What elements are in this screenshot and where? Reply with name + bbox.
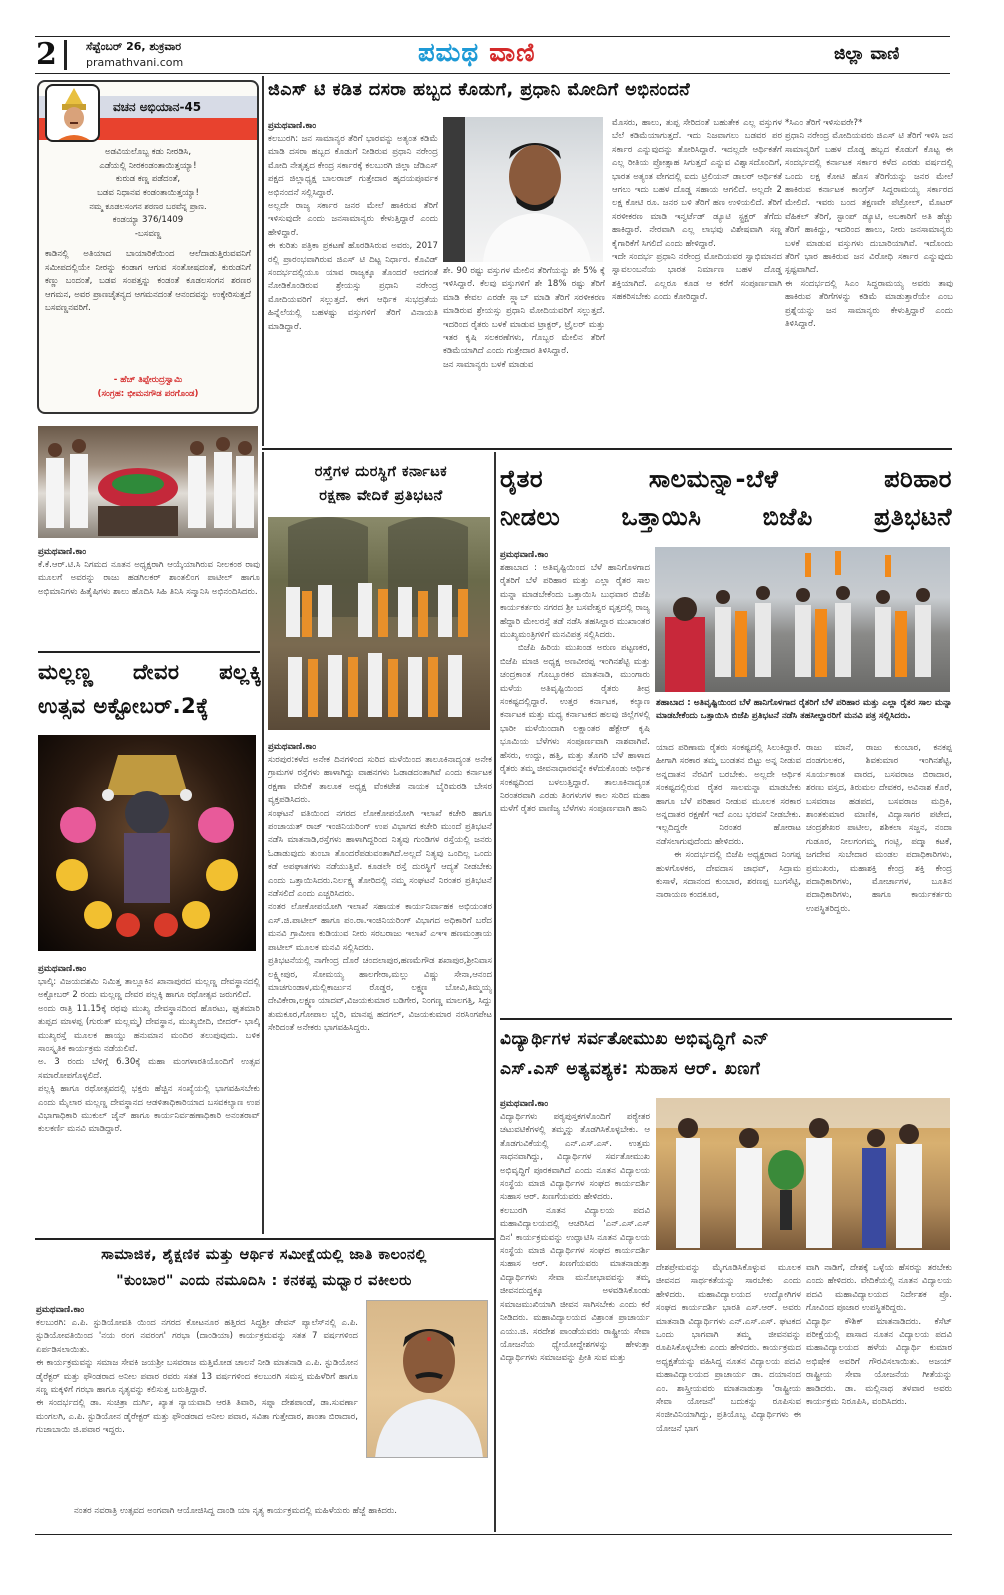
nss-col-3 xyxy=(806,1262,952,1532)
paragraph: ಪ್ರತಿಭಟನೆಯಲ್ಲಿ ನಾಗೇಂದ್ರ ದೊರೆ ಚಂದಲಾಪುರ,ಹಣಮೆಗೌಡ ಶಖಾಪುರ,ಶ್ರೀನಿವಾಸ ಲಕ್ಷ್ಮೀಪುರ, ಸೋಮಯ್ಯ ಹಾಲಗೇರಾ,ಮಲ್ಲು ವಿಷ್ಣು ಸೇನಾ,ಆನಂದ ಮಾಚಗುಂಡಾಳ,ಮಲ್ಲಿಕಾರ್ಜುನ ರೊಡ್ಡರ, ಲಕ್ಷ್ಮಣ ಬೋವಿ,ತಿಮ್ಮಯ್ಯ ದೇವಿಕೇರಾ,ಲಕ್ಷ್ಮಣ ಯಾದವ್,ವಿಜಯಕುಮಾರ ಬಡಿಗೇರ, ನಿಂಗಣ್ಣ ಮಾಲಗತ್ತಿ, ಸಿದ್ದು ತುಮಕೂರ,ಗೋಪಾಲ ಭೈರಿ, ಮಾನಪ್ಪ ಹದಗಲ್, ವಿಜಯಕುಮಾರ ನರಸಿಂಗಪೇಟ ಸೇರಿದಂತೆ ಅನೇಕರು ಭಾಗವಹಿಸಿದ್ದರು. xyxy=(268,956,492,1034)
verse-line: ಬಡವ ನಿಧಾನವ ಕಂಡಂತಾಯಿತ್ತಯ್ಯಾ! xyxy=(97,187,199,198)
paragraph: ಸುರಪುರ:ಕಳೆದ ಅನೇಕ ದಿನಗಳಿಂದ ಸುರಿದ ಮಳೆಯಿಂದ ತಾಲೂಕಿನಾದ್ಯಂತ ಅನೇಕ ಗ್ರಾಮಗಳ ರಸ್ತೆಗಳು ಹಾಳಾಗಿದ್ದು ವಾಹನಗಳು ಓಡಾಡದಂತಾಗಿವೆ ಎಂದು ಕರ್ನಾಟಕ ರಕ್ಷಣಾ ವೇದಿಕೆ ತಾಲೂಕ ಅಧ್ಯಕ್ಷ ವೆಂಕಟೇಶ ನಾಯಕ ಬೈರಿಮರಡಿ ಬೇಸರ ವ್ಯಕ್ತಪಡಿಸಿದರು. xyxy=(268,755,492,806)
person-photo-icon xyxy=(443,117,603,262)
gst-leader-photo xyxy=(443,117,603,262)
mallanna-headline xyxy=(38,655,262,723)
gst-col-1 xyxy=(268,133,438,443)
issue-date: ಸೆಪ್ಟೆಂಬರ್ 26, ಶುಕ್ರವಾರ xyxy=(86,40,182,53)
paragraph: ಕಲಬುರಗಿ ನೂತನ ವಿದ್ಯಾಲಯ ಪದವಿ ಮಹಾವಿದ್ಯಾಲಯದಲ್ಲಿ ಆಚರಿಸಿದ 'ಎನ್.ಎಸ್.ಎಸ್ ದಿನ' ಕಾರ್ಯಕ್ರಮವನ್ನು ಉದ್ಘಾಟಿಸಿ ನೂತನ ವಿದ್ಯಾಲಯ ಸಂಸ್ಥೆಯ ಮಾಜಿ ವಿದ್ಯಾರ್ಥಿಗಳ ಸಂಘದ ಕಾರ್ಯದರ್ಶಿ ಸುಹಾಸ ಆರ್. ಖಣಗೆಯವರು ಮಾತನಾಡುತ್ತಾ ವಿದ್ಯಾರ್ಥಿಗಳು ಸೇವಾ ಮನೋಭಾವವನ್ನು ತಮ್ಮ ಜೀವನದುದ್ದಕ್ಕೂ ಅಳವಡಿಸಿಕೊಂಡು ಸಮಾಜಮುಖಿಯಾಗಿ ಜೀವನ ಸಾಗಿಸಬೇಕು ಎಂದು ಕರೆ ನೀಡಿದರು. ಮಹಾವಿದ್ಯಾಲಯದ ವಿಶ್ರಾಂತ ಪ್ರಾಚಾರ್ಯ ಎಯು.ಜಿ. ಸರದೇಶ ಪಾಂಡೆಯವರು ರಾಷ್ಟ್ರೀಯ ಸೇವಾ ಯೋಜನೆಯ ಧ್ಯೇಯೋದ್ದೇಶಗಳನ್ನು ಹೇಳುತ್ತಾ ವಿದ್ಯಾರ್ಥಿಗಳು ಸಮಾಜವನ್ನು ಪ್ರೀತಿ ಸುವ ಮತ್ತು xyxy=(500,1205,650,1364)
basavanna-portrait xyxy=(45,84,100,142)
website: pramathvani.com xyxy=(86,56,184,69)
kumbara-headline xyxy=(36,1242,492,1294)
paragraph: ಬಿಜೆಪಿ ಹಿರಿಯ ಮುಖಂಡ ಅರುಣ ಪಟ್ಟಣಕರ, ಬಿಜೆಪಿ ಮಾಜಿ ಅಧ್ಯಕ್ಷ ಅಣವೀರಪ್ಪ ಇಂಗಿನಶೆಟ್ಟಿ ಮತ್ತು ಚಂದ್ರಕಾಂತ ಗೊಬ್ಬೂರಕರ ಮಾತನಾಡಿ, ಮುಂಗಾರು ಮಳೆಯ ಅತಿವೃಷ್ಟಿಯಿಂದ ರೈತರು ತೀವ್ರ ಸಂಕಷ್ಟದಲ್ಲಿದ್ದಾರೆ. ಉತ್ತರ ಕರ್ನಾಟಕ, ಕಲ್ಯಾಣ ಕರ್ನಾಟಕ ಮತ್ತು ಮಧ್ಯ ಕರ್ನಾಟಕದ ಹಲವು ಜಿಲ್ಲೆಗಳಲ್ಲಿ ಭಾರೀ ಮಳೆಯಿಂದಾಗಿ ಲಕ್ಷಾಂತರ ಹೆಕ್ಟೇರ್ ಕೃಷಿ ಭೂಮಿಯ ಬೆಳೆಗಳು ಸಂಪೂರ್ಣವಾಗಿ ನಾಶವಾಗಿವೆ. ಹೆಸರು, ಉದ್ದು, ಹತ್ತಿ, ಮತ್ತು ತೊಗರಿ ಬೆಳೆ ಹಾಳಾದ ರೈತರು ತಮ್ಮ ಜೀವನಾಧಾರವನ್ನೇ ಕಳೆದುಕೊಂಡು ಆರ್ಥಿಕ ಸಂಕಷ್ಟದಿಂದ ಬಳಲುತ್ತಿದ್ದಾರೆ. ತಾಲೂಕಿನಾದ್ಯಂತ ನಿರಂತರವಾಗಿ ಎರಡು ತಿಂಗಳುಗಳ ಕಾಲ ಸುರಿದ ಮಹಾ ಮಳೆಗೆ ರೈತರ ವಾಣಿಜ್ಯ ಬೆಳೆಗಳು ಸಂಪೂರ್ಣವಾಗಿ ಹಾನಿ xyxy=(500,643,650,815)
paragraph: ವಿದ್ಯಾರ್ಥಿಗಳು ಪಠ್ಯಪುಸ್ತಕಗಳೊಂದಿಗೆ ಪಠ್ಯೇತರ ಚಟುವಟಿಕೆಗಳಲ್ಲಿ ತಮ್ಮನ್ನು ತೊಡಗಿಸಿಕೊಳ್ಳಬೇಕು. ಆ ತೊಡಗುವಿಕೆಯಲ್ಲಿ ಎನ್.ಎಸ್.ಎಸ್. ಉತ್ತಮ ಸಾಧನವಾಗಿದ್ದು, ವಿದ್ಯಾರ್ಥಿಗಳ ಸರ್ವತೋಮುಖ ಅಭಿವೃದ್ಧಿಗೆ ಪೂರಕವಾಗಿದೆ ಎಂದು ನೂತನ ವಿದ್ಯಾಲಯ ಸಂಸ್ಥೆಯ ಮಾಜಿ ವಿದ್ಯಾರ್ಥಿಗಳ ಸಂಘದ ಕಾರ್ಯದರ್ಶಿ ಸುಹಾಸ ಆರ್. ಖಣಗೆಯವರು ಹೇಳಿದರು. xyxy=(500,1112,650,1203)
nss-headline xyxy=(500,1024,952,1084)
felicitation-photo xyxy=(38,426,258,538)
column-divider xyxy=(262,452,264,1234)
mallanna-text xyxy=(38,976,260,1232)
paragraph: ಇದೇ ಸಂದರ್ಭ ಪ್ರಧಾನಿ ನರೇಂದ್ರ ಮೋದಿಯವರ ಸ್ವಾಭಿಮಾನದ ಸ್ವಾವಲಂಬನೆಯ ಭಾರತ ನಿರ್ಮಾಣ ಬಹಳ ದೊಡ್ಡ ಶಕ್ತಿಯಾಗಿದೆ. ಎಲ್ಲರೂ ಕೂಡ ಆ ಕರೆಗೆ ಸಂಪೂರ್ಣವಾಗಿ ಸಹಕರಿಸಬೇಕು ಎಂದು ಕೋರಿದ್ದಾರೆ. xyxy=(612,252,782,303)
bottom-rule xyxy=(35,1534,952,1535)
gst-col-4 xyxy=(785,117,953,445)
roads-byline: ಪ್ರಮಥವಾಣಿ.ಕಾಂ xyxy=(268,742,317,752)
paragraph: ಭಾಲ್ಕಿ: ವಿಜಯದಶಮಿ ನಿಮಿತ್ತ ತಾಲ್ಲೂಕಿನ ಖಾನಾಪುರದ ಮಲ್ಲಣ್ಣ ದೇವಸ್ಥಾನದಲ್ಲಿ ಅಕ್ಟೋಬರ್ 2 ರಂದು ಮಲ್ಲಣ್ಣ ದೇವರ ಪಲ್ಲಕ್ಕಿ ಹಾಗೂ ರಥೋತ್ಸವ ಜರುಗಲಿದೆ. xyxy=(38,977,260,1001)
masthead-logo xyxy=(418,36,536,70)
farmers-col-1 xyxy=(500,562,650,1012)
farmers-photo-caption: ಶಹಾಬಾದ : ಅತಿವೃಷ್ಟಿಯಿಂದ ಬೆಳೆ ಹಾನಿಗೊಳಗಾದ ರೈತರಿಗೆ ಬೆಳೆ ಪರಿಹಾರ ಮತ್ತು ಎಲ್ಲಾ ರೈತರ ಸಾಲ ಮನ್ನಾ ಮಾಡಬೇಕೆಂದು ಒತ್ತಾಯಿಸಿ ಬಿಜೆಪಿ ಪ್ರತಿಭಟನೆ ನಡೆಸಿ ತಹಸೀಲ್ದಾರರಿಗೆ ಮನವಿ ಪತ್ರ ಸಲ್ಲಿಸಿದರು. xyxy=(656,698,952,722)
advocate-portrait xyxy=(366,1300,488,1458)
headline-line: ಸಾಮಾಜಿಕ, ಶೈಕ್ಷಣಿಕ ಮತ್ತು ಆರ್ಥಿಕ ಸಮೀಕ್ಷೆಯಲ್ಲಿ ಜಾತಿ ಕಾಲಂನಲ್ಲಿ xyxy=(101,1247,427,1263)
headline-line: ವಿದ್ಯಾರ್ಥಿಗಳ ಸರ್ವತೋಮುಖ ಅಭಿವೃದ್ಧಿಗೆ ಎನ್ xyxy=(500,1029,770,1049)
portrait-icon xyxy=(47,86,100,142)
paragraph: ರಾಜು ಮಾನೆ, ರಾಜು ಕುಂಬಾರ, ಕನಕಪ್ಪ ದಂಡಗುಲಕರ, ಶಿವಕುಮಾರ ಇಂಗಿನಶೆಟ್ಟಿ, ಸೂರ್ಯಕಾಂತ ವಾರದ, ಬಸವರಾಜ ಬಿರಾದಾರ, ಶರಣು ವಸ್ತದ, ತಿರುಮಲ ದೇವಕರ, ಅವಿನಾಶ ಕೊರೆ, ಬಸವರಾಜ ಹಡಪದ, ಬಸವರಾಜ ಮದ್ರಿಕಿ, ಶಾಂತಕುಮಾರ ಮಾಣಿಕ, ವಿದ್ಯಾಸಾಗರ ಪಟೇದ, ಚಂದ್ರಶೇಖರ ಪಾಟೀಲ, ಶಶಿಕಲಾ ಸಜ್ಜನ, ನಂದಾ ಗುಡೂರ, ನೀಲಗಂಗಮ್ಮ ಗಂಟ್ಲಿ, ಪದ್ಮಾ ಕಟಕೆ, ಜಗದೇವ ಸುಬೇದಾರ ಮಂಡಲ ಪದಾಧಿಕಾರಿಗಳು, ಪ್ರಮುಖರು, ಮಹಾಶಕ್ತಿ ಕೇಂದ್ರ ಶಕ್ತಿ ಕೇಂದ್ರ ಪದಾಧಿಕಾರಿಗಳು, ಮೋರ್ಚಾಗಳ, ಬೂತಿನ ಪದಾಧಿಕಾರಿಗಳು, ಹಾಗೂ ಕಾರ್ಯಕರ್ತರು ಉಪಸ್ಥಿತರಿದ್ದರು. xyxy=(806,743,952,914)
paragraph: ದೇಶಪ್ರೇಮವನ್ನು ಮೈಗೂಡಿಸಿಕೊಳ್ಳುವ ಮೂಲಕ ಜೀವನದ ಸಾರ್ಥಕತೆಯನ್ನು ಸಾರಬೇಕು ಎಂದು ಹೇಳಿದರು. ಮಹಾವಿದ್ಯಾಲಯದ ಉದ್ಯೋಗಿಗಳ ಸಂಘದ ಕಾರ್ಯದರ್ಶಿ ಭಾರತಿ ಎಸ್.ಆರ್. ಅವರು ಮಾತನಾಡಿ ವಿದ್ಯಾರ್ಥಿಗಳು ಎನ್.ಎಸ್.ಎಸ್. ಘಟಕದ ಒಂದು ಭಾಗವಾಗಿ ತಮ್ಮ ಜೀವನವನ್ನು ರೂಪಿಸಿಕೊಳ್ಳಬೇಕು ಎಂದು ಹೇಳಿದರು. ಕಾರ್ಯಕ್ರಮದ ಅಧ್ಯಕ್ಷತೆಯನ್ನು ವಹಿಸಿದ್ದ ನೂತನ ವಿದ್ಯಾಲಯ ಪದವಿ ಮಹಾವಿದ್ಯಾಲಯದ ಪ್ರಾಚಾರ್ಯ ಡಾ. ದಯಾನಂದ ಎಂ. ಶಾಸ್ತ್ರೀಯವರು ಮಾತನಾಡುತ್ತಾ 'ರಾಷ್ಟ್ರೀಯ ಸೇವಾ ಯೋಜನೆ' ಬದುಕನ್ನು ರೂಪಿಸುವ ಸಂಜೀವಿನಿಯಾಗಿದ್ದು, ಪ್ರತಿಯೊಬ್ಬ ವಿದ್ಯಾರ್ಥಿಗಳು ಈ ಯೋಜನೆ ಭಾಗ xyxy=(656,1263,801,1434)
paragraph: ಶಹಾಬಾದ : ಅತಿವೃಷ್ಟಿಯಿಂದ ಬೆಳೆ ಹಾನಿಗೊಳಗಾದ ರೈತರಿಗೆ ಬೆಳೆ ಪರಿಹಾರ ಮತ್ತು ಎಲ್ಲಾ ರೈತರ ಸಾಲ ಮನ್ನಾ ಮಾಡಬೇಕೆಂದು ಒತ್ತಾಯಿಸಿ ಬುಧವಾರ ಬಿಜೆಪಿ ಕಾರ್ಯಕರ್ತರು ನಗರದ ಶ್ರೀ ಬಸವೇಶ್ವರ ವೃತ್ತದಲ್ಲಿ ರಾಜ್ಯ ಹೆದ್ದಾರಿ ಮೇಲರಸ್ತೆ ತಡೆ ನಡೆಸಿ ತಹಸಿಲ್ದಾರ ಮುಖಾಂತರ ಮುಖ್ಯಮಂತ್ರಿಗಳಿಗೆ ಮನವಿಪತ್ರ ಸಲ್ಲಿಸಿದರು. xyxy=(500,563,650,641)
gst-byline: ಪ್ರಮಥವಾಣಿ.ಕಾಂ xyxy=(268,121,317,131)
section-rule xyxy=(262,448,952,450)
headline-line: ರೈತರ ಸಾಲಮನ್ನಾ-ಬೆಳೆ ಪರಿಹಾರ xyxy=(500,465,952,493)
roads-text xyxy=(268,754,492,1214)
group-protest-icon xyxy=(268,517,490,730)
headline-line: ನೀಡಲು ಒತ್ತಾಯಿಸಿ ಬಿಜೆಪಿ ಪ್ರತಿಭಟನೆ xyxy=(500,503,952,531)
headline-line: ರಸ್ತೆಗಳ ದುರಸ್ಥಿಗೆ ಕರ್ನಾಟಕ xyxy=(314,464,448,480)
paragraph: ಅಲ್ಲದೇ ರಾಜ್ಯ ಸರ್ಕಾರ ಜನರ ಮೇಲೆ ಹಾಕಿರುವ ತೆರಿಗೆ ಇಳಿಸುವುದೇ ಎಂದು ಜನಸಾಮಾನ್ಯರು ಕೇಳುತ್ತಿದ್ದಾರೆ ಎಂದು ಹೇಳಿದ್ದಾರೆ. xyxy=(268,201,438,238)
verse-line: ನಮ್ಮ ಕೂಡಲಸಂಗನ ಶರಣರ ಬರವೆನ್ನ ಪ್ರಾಣ. xyxy=(89,201,207,212)
paragraph: ವಾಗಿ ನಾಡಿಗೆ, ದೇಶಕ್ಕೆ ಒಳ್ಳೆಯ ಹೆಸರನ್ನು ತರಬೇಕು ಎಂದು ಹೇಳಿದರು. ವೇದಿಕೆಯಲ್ಲಿ ನೂತನ ವಿದ್ಯಾಲಯ ಪದವಿ ಮಹಾವಿದ್ಯಾಲಯದ ನಿರ್ದೇಶಕ ಪ್ರೊ. ಗೋವಿಂದ ಪೂಜಾರ ಉಪಸ್ಥಿತರಿದ್ದರು. xyxy=(806,1263,952,1314)
vachana-title: ವಚನ ಅಭಿಯಾನ-45 xyxy=(113,100,202,114)
paragraph: ಈ ಕಾರ್ಯಕ್ರಮವನ್ನು ಸಮಾಜ ಸೇವಕಿ ಜಯಶ್ರೀ ಬಸವರಾಜ ಮತ್ತಿಮೋಡ ಚಾಲನೆ ನೀಡಿ ಮಾತನಾಡಿ ಎ.ಪಿ. ಸ್ಟುಡಿಯೋನ ಡೈರೆಕ್ಟರ್ ಮತ್ತು ಫೌಂಡರಾದ ಅನೀಲ ಪವಾರ ರವರು ಸತತ 13 ವರ್ಷಗಳಿಂದ ಕಲಬುರಗಿ ಸಮಸ್ತ ಮಹಿಳೆರಿಗೆ ಹಾಗೂ ಸಣ್ಣ ಮಕ್ಕಳಿಗೆ ಗರಭಾ ಹಾಗೂ ನೃತ್ಯವನ್ನು ಕಲಿಸುತ್ತ ಬರುತ್ತಿದ್ದಾರೆ. xyxy=(36,1358,358,1396)
nss-event-photo xyxy=(656,1098,950,1250)
paragraph: ಪ್ರಧಾನಿ ನರೇಂದ್ರ ಮೋದಿಯವರು ಜಿಎಸ್ ಟಿ ತೆರಿಗೆ ಇಳಿಸಿ ಜನ ಸಾಮಾನ್ಯರಿಗೆ ಬಹಳ ದೊಡ್ಡ ಹಬ್ಬದ ಕೊಡುಗೆ ಕೊಟ್ಟ ಈ ಸಂದರ್ಭದಲ್ಲಿ ಕರ್ನಾಟಕ ಸರ್ಕಾರ ಕಳೆದ ಎರಡು ವರ್ಷದಲ್ಲಿ ಒಂದು ಲಕ್ಷ ಕೋಟಿ ಹೊಸ ತೆರಿಗೆಯನ್ನು ಜನರ ಮೇಲೆ ಹಾಕಿರುವ ಕರ್ನಾಟಕ ಕಾಂಗ್ರೆಸ್ ಸಿದ್ದರಾಮಯ್ಯ ಸರ್ಕಾರದ ಮೇಲಿದೆ. ಇವರು ಬಂದ ತಕ್ಷಣವೇ ಪೆಟ್ರೋಲ್, ಮೊಟರ್ ವೆಹಿಕಲ್ ತೆರಿಗೆ, ಸ್ಟಾಂಪ್ ಡ್ಯೂಟಿ, ಅಬಕಾರಿಗೆ ಅತಿ ಹೆಚ್ಚು ತೆರಿಗೆ ಹಾಕಿದ್ದು, ಇದರಿಂದ ಹಾಲು, ನೀರು ಜನಸಾಮಾನ್ಯರು ಬಳಕೆ ಮಾಡುವ ವಸ್ತುಗಳು ದುಬಾರಿಯಾಗಿವೆ. ಇದೊಂದು ತೆರಿಗೆ ಭಾರ ಹಾಕಿರುವ ಜನ ವಿರೋಧಿ ಸರ್ಕಾರ ಎನ್ನುವುದು ಸ್ಪಷ್ಟವಾಗಿದೆ. xyxy=(785,131,953,276)
roads-headline xyxy=(270,460,492,508)
kumbara-text xyxy=(36,1317,358,1505)
column-divider xyxy=(262,76,264,446)
paragraph: ಸಂಘಟನೆ ವತಿಯಿಂದ ನಗರದ ಲೋಕೋಪಯೋಗಿ ಇಲಾಖೆ ಕಚೇರಿ ಹಾಗೂ ಪಂಚಾಯತ್ ರಾಜ್ ಇಂಜಿನಿಯರಿಂಗ್ ಉಪ ವಿಭಾಗದ ಕಚೇರಿ ಮುಂದೆ ಪ್ರತಿಭಟನೆ ನಡೆಸಿ ಮಾತನಾಡಿ,ರಸ್ತೆಗಳು ಹಾಳಾಗಿದ್ದರಿಂದ ನಿತ್ಯವು ಗುಂಡಿಗಳ ರಸ್ತೆಯಲ್ಲಿ ಜನರು ಓಡಾಡುವುದು ತುಂಬಾ ತೊಂದರೆಪಡುವಂತಾಗಿದೆ.ಅಲ್ಲದೆ ನಿತ್ಯವು ಒಂದಿಲ್ಲ ಒಂದು ಕಡೆ ಅಪಘಾತಗಳು ನಡೆಯುತ್ತಿವೆ. ಕೂಡಲೇ ರಸ್ತೆ ದುರಸ್ಥಿಗೆ ಆದ್ಯತೆ ನೀಡಬೇಕು ಎಂದು ಒತ್ತಾಯಿಸಿದರು.ನಿರ್ಲಕ್ಷ್ಯ ತೋರಿದಲ್ಲಿ ನಮ್ಮ ಸಂಘಟನೆ ನಿರಂತರ ಪ್ರತಿಭಟನೆ ನಡೆಸಲಿದೆ ಎಂದು ಎಚ್ಚರಿಸಿದರು. xyxy=(268,808,492,900)
gst-headline: ಜಿಎಸ್ ಟಿ ಕಡಿತ ದಸರಾ ಹಬ್ಬದ ಕೊಡುಗೆ, ಪ್ರಧಾನಿ ಮೋದಿಗೆ ಅಭಿನಂದನೆ xyxy=(268,80,691,100)
headline-line: ಉತ್ಸವ ಅಕ್ಟೋಬರ್.2ಕ್ಕೆ xyxy=(38,694,209,718)
masthead-divider xyxy=(64,40,67,70)
vachana-box xyxy=(37,80,259,414)
group-photo-icon xyxy=(38,426,258,538)
paragraph: ಜನ ಸಾಮಾನ್ಯರು ಬಳಕೆ ಮಾಡುವ xyxy=(443,359,534,370)
paragraph: ಈ ಕುರಿತು ಪತ್ರಿಕಾ ಪ್ರಕಟಣೆ ಹೊರಡಿಸಿರುವ ಅವರು, 2017 ರಲ್ಲಿ ಪ್ರಾರಂಭವಾಗಿರುವ ಜಿಎಸ್ ಟಿ ದಿಟ್ಟ ನಿರ್ಧಾರ. ಕೊವಿಡ್ ಸಂದರ್ಭದಲ್ಲಿಯೂ ಯಾವ ರಾಜ್ಯಕ್ಕೂ ತೊಂದರೆ ಆದಗಂತೆ ನೋಡಿಕೊಂಡಿರುವ ಶ್ರೇಯಸ್ಸು ಪ್ರಧಾನಿ ನರೇಂದ್ರ ಮೋದಿಯವರಿಗೆ ಸಲ್ಲುತ್ತದೆ. ಈಗ ಆರ್ಥಿಕ ಸುಭದ್ರತೆಯ ಹಿನ್ನೆಲೆಯಲ್ಲಿ ಬಹಳಷ್ಟು ವಸ್ತುಗಳಿಗೆ ತೆರಿಗೆ ವಿನಾಯತಿ ಮಾಡಿದ್ದಾರೆ. xyxy=(268,241,438,332)
nss-col-1 xyxy=(500,1111,650,1531)
headline-line: ಮಲ್ಲಣ್ಣ ದೇವರ ಪಲ್ಲಕ್ಕಿ xyxy=(38,660,262,684)
subhead: *ಸಿಎಂ ತೆರಿಗೆ ಇಳಿಸುವರೇ?* xyxy=(785,118,863,128)
bjp-protest-photo xyxy=(655,547,950,692)
paragraph: ಈ ಸಂದರ್ಭದಲ್ಲಿ ಬಿಜೆಪಿ ಅಧ್ಯಕ್ಷರಾದ ನಿಂಗಪ್ಪ ಹುಳಗೊಳಕರ, ದೇವದಾಸ ಜಾಧವ್, ಸಿದ್ರಾಮ ಕುಸಾಳೆ, ಸದಾನಂದ ಕುಂಬಾರ, ಶರಣಪ್ಪ ಬುಗಸೆಟ್ಟಿ, ನಾರಾಯಣ ಕಂದಕೂರ, xyxy=(656,850,801,901)
paragraph: ವಿದ್ಯಾರ್ಥಿ ಕೌಶಿಕ್ ಮಾತನಾಡಿದರು. ಕೆಸೆಟ್ ಪರೀಕ್ಷೆಯಲ್ಲಿ ಪಾಸಾದ ನೂತನ ವಿದ್ಯಾಲಯ ಪದವಿ ಮಹಾವಿದ್ಯಾಲಯದ ಹಳೆಯ ವಿದ್ಯಾರ್ಥಿ ಕುಮಾರ ಅಭಿಷೇಕ ಅವರಿಗೆ ಗೌರವಿಸಲಾಯಿತು. ಅಜಯ್ ರಾಷ್ಟ್ರೀಯ ಸೇವಾ ಯೋಜನೆಯ ಗೀತೆಯನ್ನು ಹಾಡಿದರು. ಡಾ. ಮಲ್ಲಿನಾಥ ತಳವಾರ ಅವರು ಕಾರ್ಯಕ್ರಮ ನಿರೂಪಿಸಿ, ವಂದಿಸಿದರು. xyxy=(806,1316,952,1408)
paragraph: ಶೇ. 90 ರಷ್ಟು ವಸ್ತುಗಳ ಮೇಲಿನ ತೆರಿಗೆಯನ್ನು ಶೇ 5% ಕ್ಕೆ ಇಳಿಸಿದ್ದಾರೆ. ಕೆಲವು ವಸ್ತುಗಳಿಗೆ ಶೇ 18% ರಷ್ಟು ತೆರಿಗೆ ಮಾಡಿ ಕೇವಲ ಎರಡೇ ಸ್ಲ್ಯಾಬ್ ಮಾಡಿ ತೆರಿಗೆ ಸರಳೀಕರಣ ಮಾಡಿರುವ ಶ್ರೇಯಸ್ಸು ಪ್ರಧಾನಿ ಮೋದಿಯವರಿಗೆ ಸಲ್ಲುತ್ತದೆ. ಇದರಿಂದ ರೈತರು ಬಳಕೆ ಮಾಡುವ ಟ್ರಾಕ್ಟರ್, ಟ್ರೈಲರ್ ಮತ್ತು ಇತರ ಕೃಷಿ ಸಲಕರಣೆಗಳು, ಗೊಬ್ಬರ ಮೇಲಿನ ತೆರಿಗೆ ಕಡಿಮೆಯಾಗಿದೆ ಎಂದು ಗುತ್ತೇದಾರ ತಿಳಿಸಿದ್ದಾರೆ. xyxy=(443,266,605,357)
section-rule xyxy=(38,651,260,653)
nss-col-2 xyxy=(656,1262,801,1532)
nss-byline: ಪ್ರಮಥವಾಣಿ.ಕಾಂ xyxy=(500,1099,549,1109)
krtc-text: ಕೆ.ಕೆ.ಆರ್.ಟಿ.ಸಿ ನಿಗಮದ ನೂತನ ಅಧ್ಯಕ್ಷರಾಗಿ ಆಯ್ಕೆಯಾಗಿರುವ ನೀಲಕಂಠ ರಾವು ಮೂಲಗೆ ಅವರನ್ನು ರಾಜು ಹಡಗಿಲಕರ್ ಶಾಂತಲಿಂಗ ಪಾಟೀಲ್ ಹಾಗೂ ಅಭಿಮಾನಿಗಳು ಹಿತೈಷಿಗಳು ಶಾಲು ಹೊದಿಸಿ ಸಿಹಿ ತಿನಿಸಿ ಸನ್ಮಾನಿಸಿ ಅಭಿನಂದಿಸಿದರು. xyxy=(38,560,260,597)
column-divider xyxy=(494,452,496,1532)
headline-line: "ಕುಂಬಾರ" ಎಂದು ನಮೂದಿಸಿ : ಕನಕಪ್ಪ ಮಧ್ವಾರ ವಕೀಲರು xyxy=(116,1273,412,1289)
mallanna-byline: ಪ್ರಮಥವಾಣಿ.ಕಾಂ xyxy=(38,964,87,974)
gst-col-2 xyxy=(443,265,605,445)
farmers-col-2 xyxy=(656,742,801,1012)
logo-part-1: ಪಮಥ xyxy=(418,38,480,68)
event-photo-icon xyxy=(656,1098,950,1250)
protest-photo xyxy=(268,517,490,730)
verse-line: -ಬಸವಣ್ಣ xyxy=(134,228,162,239)
paragraph: ಮೊಸರು, ಹಾಲು, ತುಪ್ಪ ಸೇರಿದಂತೆ ಬಹುತೇಕ ಎಲ್ಲ ವಸ್ತುಗಳ ಬೆಲೆ ಕಡಿಮೆಯಾಗುತ್ತದೆ. ಇದು ನಿಜವಾಗಲು ಬಡವರ ಪರ ಸರ್ಕಾರ ಎನ್ನುವುದನ್ನು ತೋರಿಸಿದ್ದಾರೆ. ಇದಲ್ಲದೇ ಆರ್ಥಿಕತೆಗೆ ಎಲ್ಲ ರೀತಿಯ ಪ್ರೋತ್ಸಾಹ ಸಿಗುತ್ತದೆ ಎನ್ನುವ ವಿಶ್ವಾಸದೊಂದಿಗೆ, ಭಾರತ ಅತ್ಯಂತ ವೇಗದಲ್ಲಿ ಐದು ಟ್ರಿಲಿಯನ್ ಡಾಲರ್ ಆರ್ಥಿಕತೆ ಆಗಲು ಇದು ಬಹಳ ದೊಡ್ಡ ಸಹಾಯ ಆಗಲಿದೆ. ಅಲ್ಲದೇ 2 ಲಕ್ಷ ಕೋಟಿ ರೂ. ಜನರ ಬಳಿ ತೆರಿಗೆ ಹಣ ಉಳಿಯಲಿದೆ. ತೆರಿಗೆ ಸರಳೀಕರಣ ಮಾಡಿ ಇನ್ವರ್ಟೆಡ್ ಡ್ಯೂಟಿ ಸ್ಟ್ರಕ್ಚರ್ ತೆಗೆದು ಹಾಕಿದ್ದಾರೆ. ನೇರವಾಗಿ ಎಲ್ಲ ಲಾಭವು ವಿಶೇಷವಾಗಿ ಸಣ್ಣ ಕೈಗಾರಿಕೆಗೆ ಸಿಗಲಿದೆ ಎಂದು ಹೇಳಿದ್ದಾರೆ. xyxy=(612,118,782,249)
paragraph: ಅ. 3 ರಂದು ಬೆಳಿಗ್ಗೆ 6.30ಕ್ಕೆ ಮಹಾ ಮಂಗಳಾರತಿಯೊಂದಿಗೆ ಉತ್ಸವ ಸಮಾರೋಪಗೊಳ್ಳಲಿದೆ. xyxy=(38,1057,260,1081)
paragraph: ಅಂದು ರಾತ್ರಿ 11.15ಕ್ಕೆ ರಥವು ಮುಖ್ಯ ದೇವಸ್ಥಾನದಿಂದ ಹೊರಟು, ಘೃತಮಾರಿ ತುಪ್ಪದ ಮಾಳಪ್ಪ (ಗುರುತ್ ಮಲ್ಲಮ್ಮ) ದೇವಸ್ಥಾನ, ಮುಖ್ಯಬೀದಿ, ಬೀದರ್- ಭಾಲ್ಕಿ ಮುಖ್ಯರಸ್ತೆ ಮೂಲಕ ಹಾಯ್ದು ಹನುಮಾನ ಮಂದಿರ ತಲುಪುವುದು. ಬಳಿಕ ಸಾಂಸ್ಕೃತಿಕ ಕಾರ್ಯಕ್ರಮ ನಡೆಯಲಿವೆ. xyxy=(38,1003,260,1055)
gst-col-3 xyxy=(612,117,782,445)
verse-line: ಕಂಡಯ್ಯಾ 376/1409 xyxy=(112,214,184,225)
person-portrait-icon xyxy=(367,1301,488,1458)
verse-line: ಎಡೆಯಲ್ಲಿ ನೀರಕಂಡಂತಾಯಿತ್ತಯ್ಯಾ! xyxy=(99,160,197,171)
paragraph: ಈ ಸಂದರ್ಭದಲ್ಲಿ ಸಿಎಂ ಸಿದ್ದರಾಮಯ್ಯ ಅವರು ತಾವು ಹಾಕಿರುವ ತೆರಿಗೆಗಳನ್ನು ಕಡಿಮೆ ಮಾಡುತ್ತಾರೆಯೇ ಎಂಬ ಪ್ರಶ್ನೆಯನ್ನು ಜನ ಸಾಮಾನ್ಯರು ಕೇಳುತ್ತಿದ್ದಾರೆ ಎಂದು ತಿಳಿಸಿದ್ದಾರೆ. xyxy=(785,278,953,330)
farmers-headline xyxy=(500,460,952,536)
krtc-byline: ಪ್ರಮಥವಾಣಿ.ಕಾಂ xyxy=(38,547,87,557)
farmers-col-3 xyxy=(806,742,952,1012)
deity-photo-icon xyxy=(38,735,256,951)
paragraph: ಕಲಬುರಗಿ: ಜನ ಸಾಮಾನ್ಯರ ತೆರಿಗೆ ಭಾರವನ್ನು ಅತ್ಯಂತ ಕಡಿಮೆ ಮಾಡಿ ದಸರಾ ಹಬ್ಬದ ಕೊಡುಗೆ ನೀಡಿರುವ ಪ್ರಧಾನಿ ನರೇಂದ್ರ ಮೋದಿ ನೇತೃತ್ವದ ಕೇಂದ್ರ ಸರ್ಕಾರಕ್ಕೆ ಕಲಬುರಗಿ ಜಿಲ್ಲಾ ಜೆಡಿಎಸ್ ಪಕ್ಷದ ಜಿಲ್ಲಾಧ್ಯಕ್ಷ ಬಾಲರಾಜ್ ಗುತ್ತೇದಾರ ಹೃದಯಪೂರ್ವಕ ಅಭಿನಂದನೆ ಸಲ್ಲಿಸಿದ್ದಾರೆ. xyxy=(268,134,438,198)
verse-line: ಅಡವಿಯಲೊಬ್ಬ ಕಡು ನೀರಡಿಸಿ, xyxy=(104,147,192,157)
section-rule xyxy=(35,1238,495,1240)
masthead-bottom-rule xyxy=(35,73,950,74)
farmers-byline: ಪ್ರಮಥವಾಣಿ.ಕಾಂ xyxy=(500,550,549,560)
section-title: ಜಿಲ್ಲಾ ವಾಣಿ xyxy=(834,44,900,64)
kumbara-byline: ಪ್ರಮಥವಾಣಿ.ಕಾಂ xyxy=(36,1305,85,1315)
vachana-commentary: ಕಾಡಿನಲ್ಲಿ ಅತಿಯಾದ ಬಾಯಾರಿಕೆಯಿಂದ ಆಲೆದಾಡುತ್ತಿರುವವನಿಗೆ ಸಮೀಪದಲ್ಲಿಯೇ ನೀರನ್ನು ಕಂಡಾಗ ಆಗುವ ಸಂತೋಷದಂತೆ, ಕುರುಡನಿಗೆ ಕಣ್ಣು ಬಂದಂತೆ, ಬಡವ ಸಂಪತ್ತನ್ನು ಕಂಡಂತೆ ಕೂಡಲಸಂಗನ ಶರಣರ ಆಗಮನ, ಅವರ ಪ್ರಾಣಚೈತನ್ಯದ ಆಗಮನದಂತೆ ಆನಂದವನ್ನು ಉಕ್ಕೇರಿಸುತ್ತದೆ ಬಸವಣ್ಣನವರಿಗೆ. xyxy=(45,249,251,314)
headline-line: ರಕ್ಷಣಾ ವೇದಿಕೆ ಪ್ರತಿಭಟನೆ xyxy=(319,488,443,504)
paragraph: ಯಾದ ಪರಿಣಾಮ ರೈತರು ಸಂಕಷ್ಟದಲ್ಲಿ ಸಿಲುಕಿದ್ದಾರೆ. ಹೀಗಾಗಿ ಸರಕಾರ ತಮ್ಮ ಬಂಡತನ ಬಿಟ್ಟು ಅನ್ನ ನೀಡುವ ಅನ್ನದಾತನ ನೆರವಿಗೆ ಬರಬೇಕು. ಅಲ್ಲದೇ ಆರ್ಥಿಕ ಸಂಕಷ್ಟದಲ್ಲಿರುವ ರೈತರ ಸಾಲಮನ್ನಾ ಮಾಡಬೇಕು ಹಾಗೂ ಬೆಳೆ ಪರಿಹಾರ ನೀಡುವ ಮೂಲಕ ಸರಕಾರ ಅನ್ನದಾತರ ರಕ್ಷಣೆಗೆ ಇದೆ ಎಂಬ ಭರವಸೆ ನೀಡಬೇಕು. ಇಲ್ಲದಿದ್ದರೇ ನಿರಂತರ ಹೋರಾಟ ನಡೆಸಲಾಗುವುದೆಂದು ಹೇಳಿದರು. xyxy=(656,743,801,847)
paragraph: ಈ ಸಂದರ್ಭದಲ್ಲಿ ಡಾ. ಸುಚಿತ್ರಾ ದುರ್ಗಿ, ಖ್ಯಾತ ನ್ಯಾಯವಾದಿ ಆರತಿ ತಿವಾರಿ, ಸಪ್ನಾ ದೇಶಪಾಂಡೆ, ಡಾ.ಸುವರ್ಣಾ ಮಂಗಲಗಿ, ಎ.ಪಿ. ಸ್ಟುಡಿಯೋನ ಡೈರೇಕ್ಟರ್ ಮತ್ತು ಫೌಂಡರಾದ ಅನೀಲ ಪವಾರ, ಸವಿತಾ ಗುತ್ತೇದಾರ, ಶಾಂತಾ ಬಿರಾದಾರ, ಗುಜಾಬಾಯಿ ಜಿ.ಪವಾರ ಇದ್ದರು. xyxy=(36,1398,358,1436)
kumbara-closing: ನಂತರ ನವರಾತ್ರಿ ಉತ್ಸವದ ಅಂಗವಾಗಿ ಆಯೋಜಿಸಿದ್ದ ದಾಂಡಿ ಯಾ ನೃತ್ಯ ಕಾರ್ಯಕ್ರಮದಲ್ಲಿ ಮಹಿಳೆಯರು ಹೆಜ್ಜೆ ಹಾಕಿದರು. xyxy=(74,1506,397,1516)
section-rule xyxy=(500,1018,952,1020)
vachana-verse xyxy=(43,146,253,241)
street-protest-icon xyxy=(655,547,950,692)
mallanna-deity-photo xyxy=(38,735,256,951)
verse-line: ಕುರುಡ ಕಣ್ಣ ಪಡೆದಂತೆ, xyxy=(115,174,181,185)
vachana-compiled: (ಸಂಗ್ರಹ: ಭೀಮನಗೌಡ ಪರಗೊಂಡ) xyxy=(97,389,199,399)
headline-line: ಎಸ್.ಎಸ್ ಅತ್ಯವಶ್ಯಕ: ಸುಹಾಸ ಆರ್. ಖಣಗೆ xyxy=(500,1059,761,1079)
paragraph: ಕಲಬುರಗಿ: ಎ.ಪಿ. ಸ್ಟುಡಿಯೋವತಿ ಯಿಂದ ನಗರದ ಕೋಟನೂರ ಹತ್ತಿರದ ಸಿದ್ಧಶ್ರೀ ಡೇವನ್ ಪ್ಯಾಲೆಸ್‌ನಲ್ಲಿ ಎ.ಪಿ. ಸ್ಟುಡಿಯೋವತಿಯಿಂದ 'ನಯ ರಂಗ ನವರಂಗ' ಗರಭಾ (ದಾಂಡಿಯಾ) ಕಾರ್ಯಕ್ರಮವನ್ನು ಸತತ 7 ವರ್ಷಗಳಿಂದ ಏರ್ಪಡಿಸಲಾಯಿತು. xyxy=(36,1318,358,1355)
paragraph: ನಂತರ ಲೋಕೋಪಯೋಗಿ ಇಲಾಖೆ ಸಹಾಯಕ ಕಾರ್ಯನಿರ್ವಾಹಕ ಅಭಿಯಂತರ ಎಸ್.ಜಿ.ಪಾಟೀಲ್ ಹಾಗೂ ಪಂ.ರಾ.ಇಂಜಿನಿಯರಿಂಗ್ ವಿಭಾಗದ ಅಧಿಕಾರಿಗೆ ಬರೆದ ಮನವಿ ಗ್ರಾಮೀಣ ಕುಡಿಯುವ ನೀರು ಸರಬರಾಜು ಇಲಾಖೆ ಎಇಇ ಹಣಮಂತ್ರಾಯ ಪಾಟೀಲ್ ಮೂಲಕ ಮನವಿ ಸಲ್ಲಿಸಿದರು. xyxy=(268,902,492,953)
page-number: 2 xyxy=(36,37,57,72)
logo-part-2: ವಾಣಿ xyxy=(489,38,536,68)
vachana-author: - ಹೆಚ್ ತಿಪ್ಪೇರುದ್ರಸ್ವಾಮಿ xyxy=(113,375,183,385)
paragraph: ಪಲ್ಲಕ್ಕಿ ಹಾಗೂ ರಥೋತ್ಸವದಲ್ಲಿ ಭಕ್ತರು ಹೆಚ್ಚಿನ ಸಂಖ್ಯೆಯಲ್ಲಿ ಭಾಗವಹಿಸಬೇಕು ಎಂದು ಮೈಲಾರ ಮಲ್ಲಣ್ಣ ದೇವಸ್ಥಾನದ ಆಡಳಿತಾಧಿಕಾರಿಯಾದ ಬಸವಕಲ್ಯಾಣ ಉಪ ವಿಭಾಗಾಧಿಕಾರಿ ಮುಕುಲ್ ಜೈನ್ ಹಾಗೂ ಕಾರ್ಯನಿರ್ವಹಣಾಧಿಕಾರಿ ಅನಂತರಾವ್ ಕುಲಕರ್ಣಿ ಮನವಿ ಮಾಡಿದ್ದಾರೆ. xyxy=(38,1084,260,1135)
